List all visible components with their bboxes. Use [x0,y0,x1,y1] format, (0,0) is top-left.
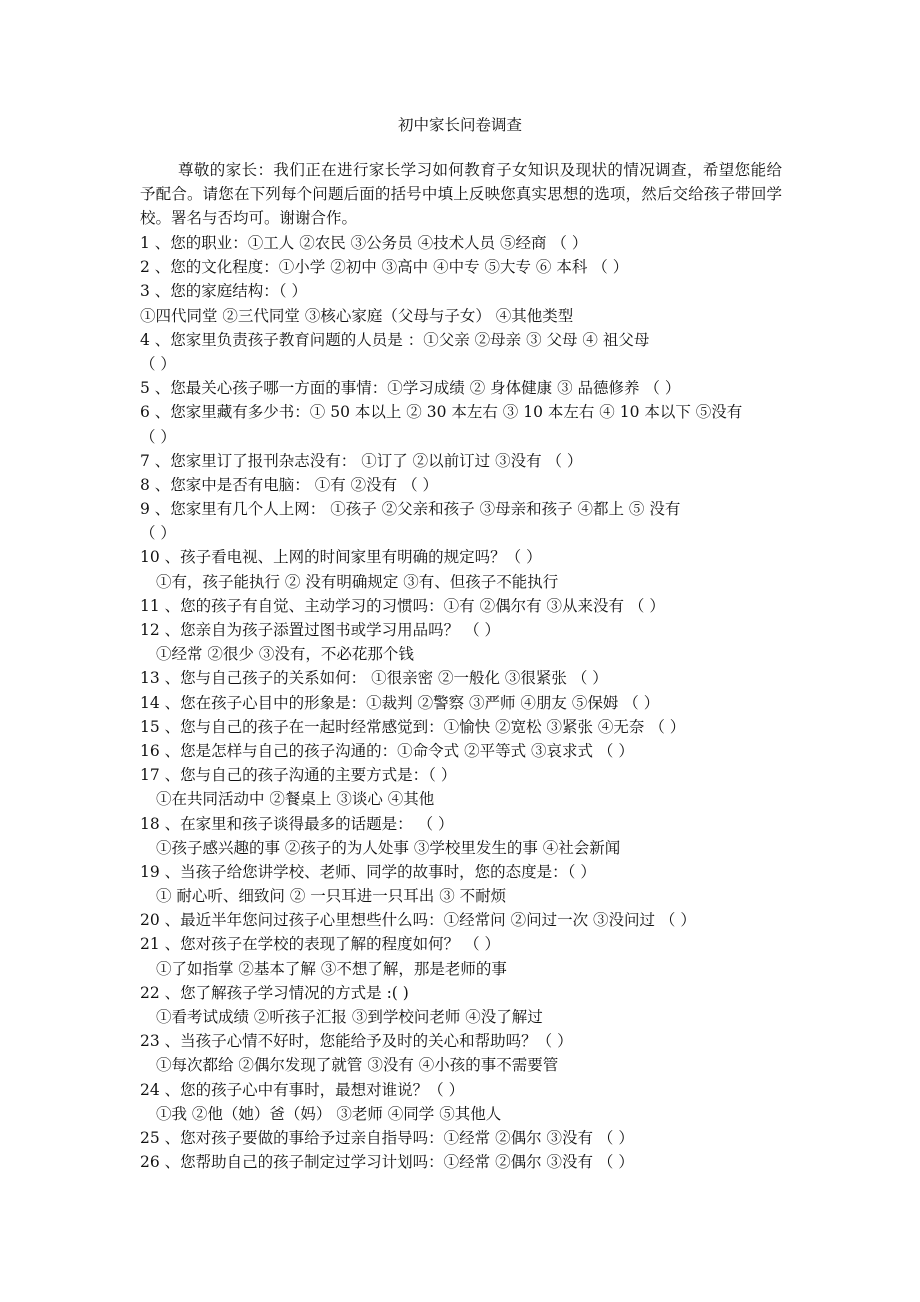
question-line: （ ） [140,354,176,373]
question-line: 22 、您了解孩子学习情况的方式是 :( ) [140,983,409,1002]
intro-paragraph: 尊敬的家长：我们正在进行家长学习如何教育子女知识及现状的情况调查，希望您能给予配合。请您在下列每个问题后面的括号中填上反映您真实思想的选项，然后交给孩子带回学校。署名与否均可。谢谢合作。 [140,161,782,228]
question-line: 21 、您对孩子在学校的表现了解的程度如何？ （ ） [140,935,501,954]
question-line: 15 、您与自己的孩子在一起时经常感觉到：①愉快 ②宽松 ③紧张 ④无奈 （ ） [140,717,686,736]
document-title: 初中家长问卷调查 [397,116,522,134]
answer-options-line: ① 耐心听、细致问 ② 一只耳进一只耳出 ③ 不耐烦 [156,887,507,906]
question-line: 20 、最近半年您问过孩子心里想些什么吗：①经常问 ②问过一次 ③没问过 （ ） [140,911,696,930]
question-line: 17 、您与自己的孩子沟通的主要方式是：（ ） [140,766,457,785]
question-line: 16 、您是怎样与自己的孩子沟通的：①命令式 ②平等式 ③哀求式 （ ） [140,741,634,760]
question-line: 26 、您帮助自己的孩子制定过学习计划吗：①经常 ②偶尔 ③没有 （ ） [140,1153,634,1172]
question-line: （ ） [140,427,176,446]
question-line: 19 、当孩子给您讲学校、老师、同学的故事时，您的态度是：（ ） [140,862,596,881]
question-line: （ ） [140,524,176,543]
answer-options-line: ①经常 ②很少 ③没有，不必花那个钱 [156,645,414,664]
question-line: 23 、当孩子心情不好时，您能给予及时的关心和帮助吗？（ ） [140,1032,573,1051]
question-line: 6 、您家里藏有多少书：① 50 本以上 ② 30 本左右 ③ 10 本左右 ④ 10 本以下 ⑤没有 [140,403,743,422]
question-line: 10 、孩子看电视、上网的时间家里有明确的规定吗？（ ） [140,548,542,567]
question-line: ①四代同堂 ②三代同堂 ③核心家庭（父母与子女） ④其他类型 [140,306,574,325]
question-list [140,231,784,1174]
answer-options-line: ①孩子感兴趣的事 ②孩子的为人处事 ③学校里发生的事 ④社会新闻 [156,838,621,857]
question-line: 1 、您的职业：①工人 ②农民 ③公务员 ④技术人员 ⑤经商 （ ） [140,234,588,252]
question-line: 24 、您的孩子心中有事时，最想对谁说？（ ） [140,1080,465,1099]
answer-options-line: ①有，孩子能执行 ② 没有明确规定 ③有、但孩子不能执行 [156,572,559,591]
question-line: 12 、您亲自为孩子添置过图书或学习用品吗？ （ ） [140,621,501,639]
question-line: 13 、您与自己孩子的关系如何： ①很亲密 ②一般化 ③很紧张 （ ） [140,669,608,688]
question-line: 8 、您家中是否有电脑： ①有 ②没有 （ ） [140,475,438,494]
answer-options-line: ①在共同活动中 ②餐桌上 ③谈心 ④其他 [156,790,435,809]
question-line: 25 、您对孩子要做的事给予过亲自指导吗：①经常 ②偶尔 ③没有 （ ） [140,1128,634,1147]
answer-options-line: ①了如指掌 ②基本了解 ③不想了解，那是老师的事 [156,959,507,978]
question-line: 7 、您家里订了报刊杂志没有： ①订了 ②以前订过 ③没有 （ ） [140,451,583,470]
question-line: 4 、您家里负责孩子教育问题的人员是 ：①父亲 ②母亲 ③ 父母 ④ 祖父母 [140,330,650,349]
answer-options-line: ①看考试成绩 ②听孩子汇报 ③到学校问老师 ④没了解过 [156,1008,543,1026]
answer-options-line: ①每次都给 ②偶尔发现了就管 ③没有 ④小孩的事不需要管 [156,1056,559,1075]
question-line: 3 、您的家庭结构：（ ） [140,282,307,301]
question-line: 9 、您家里有几个人上网： ①孩子 ②父亲和孩子 ③母亲和孩子 ④都上 ⑤ 没有 [140,500,681,519]
answer-options-line: ①我 ②他（她）爸（妈） ③老师 ④同学 ⑤其他人 [156,1104,502,1123]
question-line: 11 、您的孩子有自觉、主动学习的习惯吗：①有 ②偶尔有 ③从来没有 （ ） [140,596,665,615]
question-line: 14 、您在孩子心目中的形象是：①裁判 ②警察 ③严师 ④朋友 ⑤保姆 （ ） [140,693,660,712]
question-line: 5 、您最关心孩子哪一方面的事情：①学习成绩 ② 身体健康 ③ 品德修养 （ ） [140,379,681,398]
question-line: 18 、在家里和孩子谈得最多的话题是： （ ） [140,814,454,833]
question-line: 2 、您的文化程度：①小学 ②初中 ③高中 ④中专 ⑤大专 ⑥ 本科 （ ） [140,258,629,277]
